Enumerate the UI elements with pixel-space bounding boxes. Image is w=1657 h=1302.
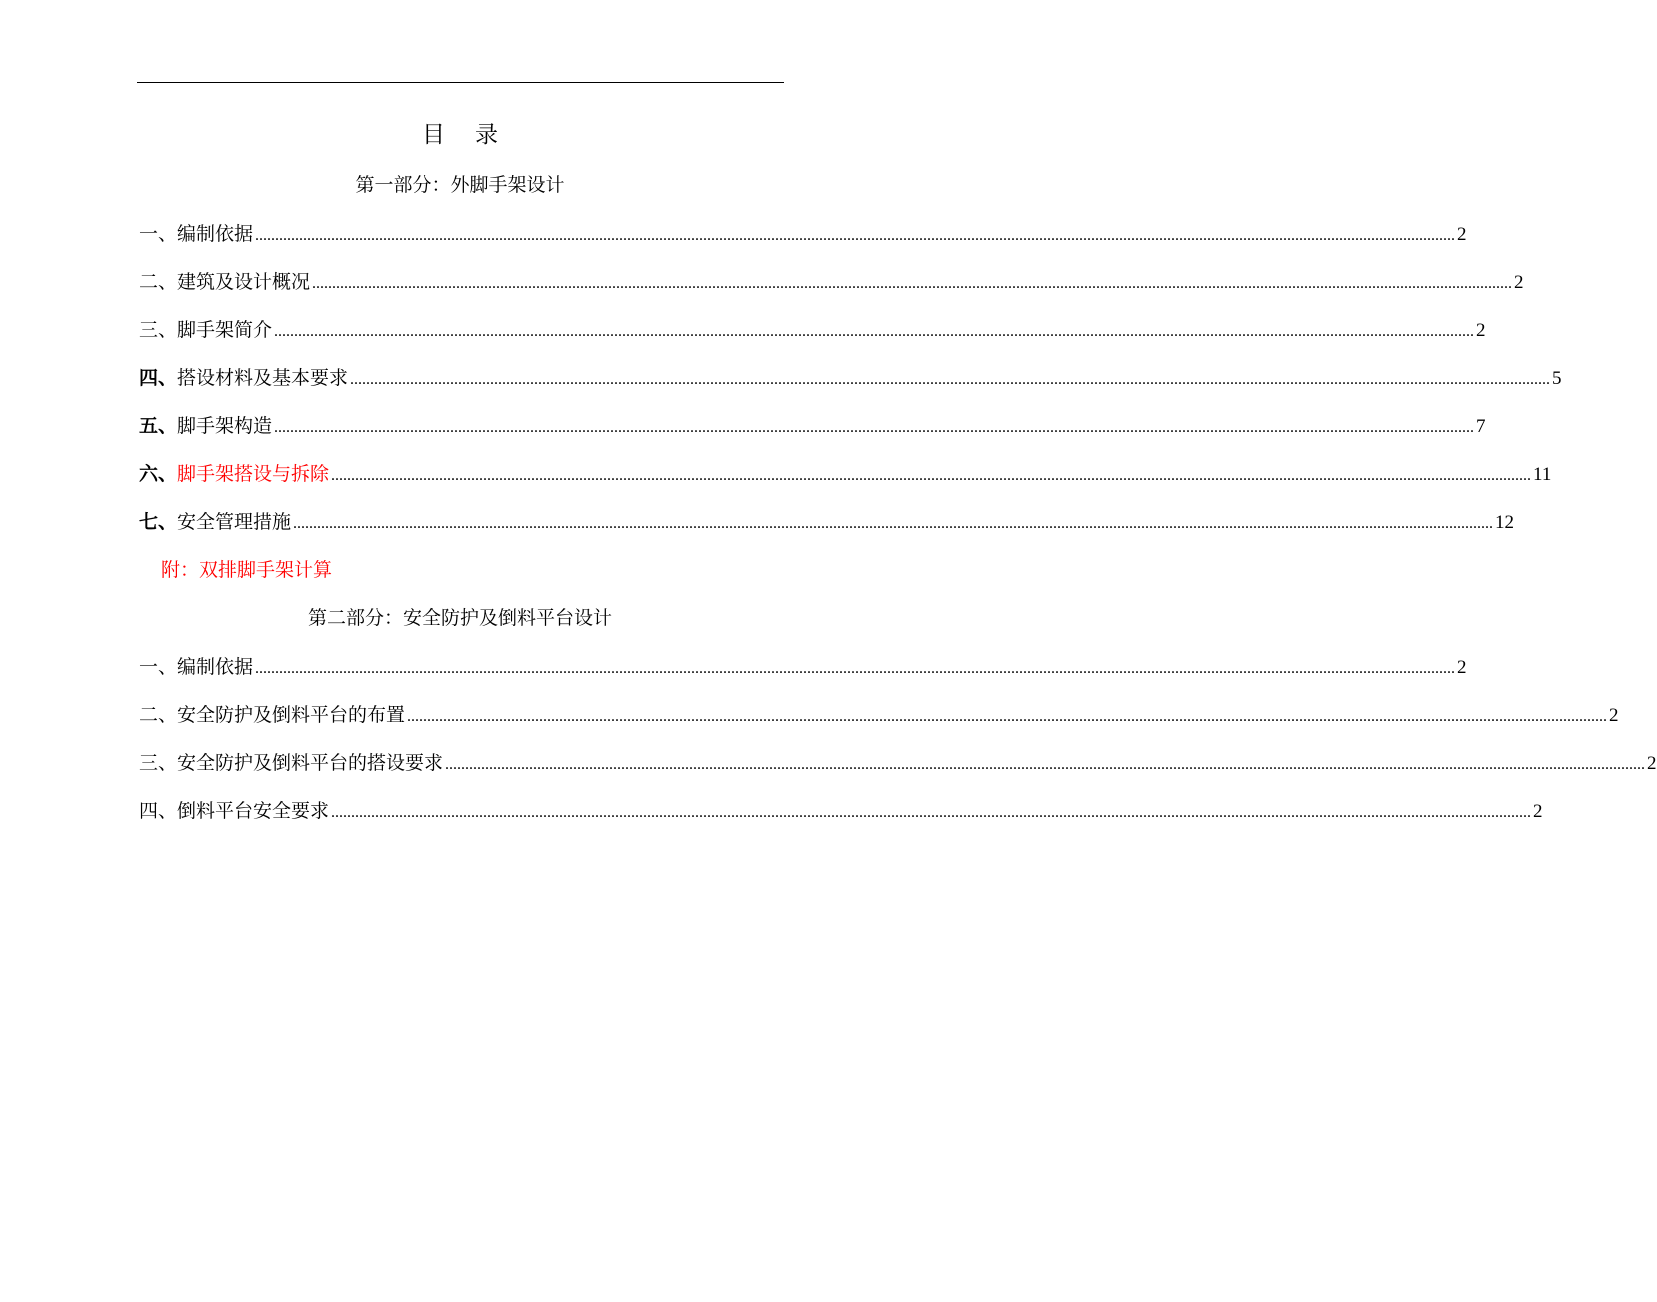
dot-leader: ............................................................................................................................................................................................................................................................................................................ [350, 371, 1551, 388]
entry-title: 安全防护及倒料平台的搭设要求 [177, 752, 444, 774]
dot-leader: ............................................................................................................................................................................................................................................................................................................ [293, 515, 1494, 532]
entry-page-number: 2 [1476, 320, 1486, 341]
entry-number: 七、 [139, 511, 178, 533]
dot-leader: ............................................................................................................................................................................................................................................................................................................ [331, 804, 1532, 821]
toc-entry[interactable] [139, 459, 1552, 489]
dot-leader: ............................................................................................................................................................................................................................................................................................................ [274, 419, 1475, 436]
entry-title: 搭设材料及基本要求 [177, 367, 349, 389]
entry-page-number: 2 [1609, 705, 1619, 726]
entry-page-number: 2 [1457, 224, 1467, 245]
toc-title [0, 118, 920, 152]
toc-entry[interactable] [139, 363, 1562, 393]
entry-title: 脚手架构造 [177, 415, 273, 437]
toc-title-char-1: 目 [422, 122, 445, 148]
entry-number: 一、 [139, 656, 178, 678]
entry-number: 四、 [139, 800, 178, 822]
toc-entry[interactable] [139, 267, 1524, 297]
entry-page-number: 12 [1495, 512, 1515, 533]
entry-page-number: 2 [1457, 657, 1467, 678]
toc-entry[interactable] [139, 219, 1467, 249]
entry-page-number: 2 [1647, 753, 1657, 774]
entry-title: 编制依据 [177, 223, 254, 245]
entry-title: 安全管理措施 [177, 511, 292, 533]
entry-number: 五、 [139, 415, 178, 437]
header-rule [137, 82, 784, 83]
toc-entry[interactable] [139, 652, 1467, 682]
entry-title: 脚手架搭设与拆除 [177, 463, 330, 485]
entry-title: 建筑及设计概况 [177, 271, 311, 293]
entry-number: 四、 [139, 367, 178, 389]
toc-entry[interactable] [139, 748, 1657, 778]
entry-number: 三、 [139, 752, 178, 774]
entry-page-number: 7 [1476, 416, 1486, 437]
toc-title-char-2: 录 [475, 122, 498, 148]
entry-page-number: 5 [1552, 368, 1562, 389]
entry-page-number: 2 [1533, 801, 1543, 822]
entry-number: 一、 [139, 223, 178, 245]
dot-leader: ............................................................................................................................................................................................................................................................................................................ [331, 467, 1532, 484]
dot-leader: ............................................................................................................................................................................................................................................................................................................ [445, 756, 1646, 773]
toc-entry[interactable] [139, 315, 1486, 345]
entry-title: 编制依据 [177, 656, 254, 678]
entry-title: 脚手架简介 [177, 319, 273, 341]
entry-number: 三、 [139, 319, 178, 341]
entry-number: 二、 [139, 704, 178, 726]
entry-number: 二、 [139, 271, 178, 293]
entry-page-number: 2 [1514, 272, 1524, 293]
toc-entry[interactable] [139, 796, 1543, 826]
part1-heading: 第一部分：外脚手架设计 [355, 174, 565, 196]
toc-entry[interactable] [139, 700, 1619, 730]
toc-entry[interactable] [139, 411, 1486, 441]
dot-leader: ............................................................................................................................................................................................................................................................................................................ [274, 323, 1475, 340]
dot-leader: ............................................................................................................................................................................................................................................................................................................ [255, 227, 1456, 244]
entry-title: 安全防护及倒料平台的布置 [177, 704, 406, 726]
appendix-link[interactable]: 附：双排脚手架计算 [161, 559, 333, 581]
dot-leader: ............................................................................................................................................................................................................................................................................................................ [407, 708, 1608, 725]
entry-title: 倒料平台安全要求 [177, 800, 330, 822]
part2-heading: 第二部分：安全防护及倒料平台设计 [307, 607, 612, 629]
entry-page-number: 11 [1533, 464, 1552, 485]
dot-leader: ............................................................................................................................................................................................................................................................................................................ [312, 275, 1513, 292]
toc-entry[interactable] [139, 507, 1515, 537]
dot-leader: ............................................................................................................................................................................................................................................................................................................ [255, 660, 1456, 677]
entry-number: 六、 [139, 463, 178, 485]
